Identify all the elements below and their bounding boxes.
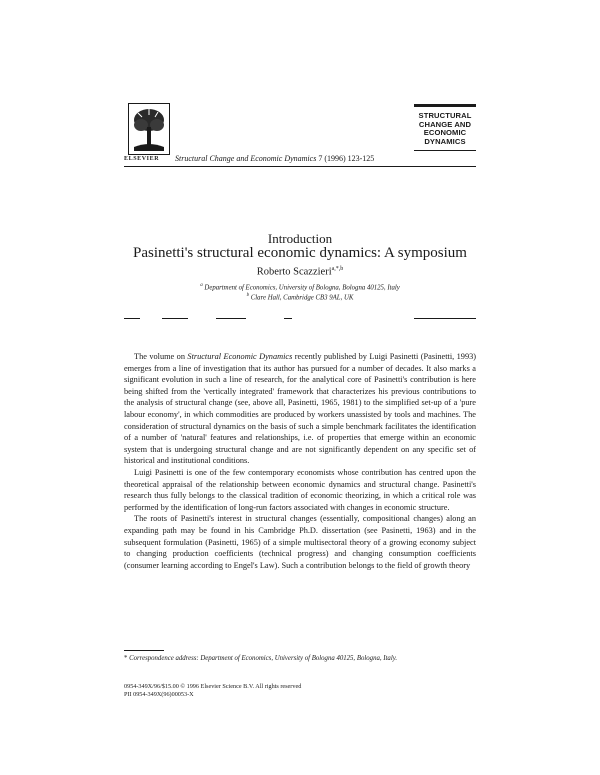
header-rule — [124, 166, 476, 167]
article-title: Pasinetti's structural economic dynamics: A symposium — [133, 245, 467, 261]
separator-rule-1 — [124, 318, 140, 319]
journal-box-line-2: CHANGE AND — [418, 119, 472, 129]
paragraph-2: Luigi Pasinetti is one of the few contemporary economists whose contribution has centred upon the theoretical appraisal of the relationship between economic dynamics and structural change. Pasinetti's research thus fully belongs to the classical tradition of economic theorizing, in which a critical role was performed by the identification of long-run factors associated with changes in economic structure. — [124, 467, 476, 512]
paragraph-1 — [124, 351, 476, 467]
pii-line: PII 0954-349X(96)00053-X — [124, 691, 194, 699]
article-body — [124, 351, 476, 571]
separator-rule-5 — [414, 318, 476, 319]
p1-book-title: Structural Economic Dynamics — [187, 352, 293, 361]
journal-citation — [175, 154, 435, 163]
journal-box-top-rule — [414, 104, 476, 107]
footnote-mark: * — [124, 655, 128, 662]
article-author — [124, 266, 476, 278]
article-kicker: Introduction — [267, 231, 333, 246]
journal-box-line-3: ECONOMIC — [423, 128, 467, 138]
footnote-rule — [124, 650, 164, 651]
author-name: Roberto Scazzieri — [256, 266, 332, 278]
copyright-block — [124, 683, 476, 700]
author-marks: a,*,b — [331, 266, 344, 272]
paragraph-3: The roots of Pasinetti's interest in structural changes (essentially, compositional changes) along an expanding path may be found in his Cambridge Ph.D. dissertation (see Pasinetti, 1963) and in the subsequent formulation (Pasinetti, 1965) of a simple multisectoral theory of a growing economy subject to changing production coefficients (technical progress) and changing consumption coefficients (consumer learning according to Engel's Law). Such a contribution belongs to the field of growth theory — [124, 514, 476, 570]
journal-title-box — [414, 104, 476, 151]
p1-rest: recently published by Luigi Pasinetti (Pasinetti, 1993) emerges from a line of investigation that its author has pursued for a number of decades. It also marks a significant evolution in such a line of research, for the analytical core of Pasinetti's contribution is here being shifted from the 'vertically integrated' framework that characterizes his previous contributions to the analysis of structural change (see, above all, Pasinetti, 1965, 1981) to the simplified set-up of a 'pure labour economy', in which commodities are produced by workers unassisted by tools and machines. The consideration of structural dynamics on the basis of such a simple benchmark facilitates the identification of a number of 'natural' features and relationships, i.e. of properties that emerge within an economic system that is undergoing structural change and are not significantly dependent on any specific set of historical and institutional conditions. — [124, 352, 477, 466]
journal-issue: 7 (1996) 123-125 — [318, 154, 375, 163]
separator-rule-4 — [284, 318, 292, 319]
footnote — [124, 655, 476, 662]
affiliation-a-text: Department of Economics, University of Bologna, Bologna 40125, Italy — [204, 284, 400, 292]
affiliation-b-mark: b — [246, 293, 250, 298]
affiliation-a — [124, 283, 476, 291]
p1-lead: The volume on — [134, 352, 188, 361]
tree-logo-icon — [128, 103, 170, 155]
elsevier-tree-logo — [128, 103, 170, 155]
journal-box-bottom-rule — [414, 150, 476, 151]
journal-name: Structural Change and Economic Dynamics — [175, 154, 317, 163]
publisher-name: ELSEVIER — [124, 156, 160, 162]
affiliation-a-mark: a — [200, 283, 203, 288]
copyright-line: 0954-349X/96/$15.00 © 1996 Elsevier Science B.V. All rights reserved — [124, 683, 302, 690]
footnote-text: Correspondence address: Department of Economics, University of Bologna 40125, Bologna, Italy. — [129, 655, 398, 662]
affiliation-b — [124, 293, 476, 301]
journal-box-line-1: STRUCTURAL — [418, 111, 472, 120]
separator-rule-2 — [162, 318, 188, 319]
separator-rule-3 — [216, 318, 246, 319]
affiliation-b-text: Clare Hall, Cambridge CB3 9AL, UK — [250, 294, 354, 302]
journal-box-line-4: DYNAMICS — [424, 136, 466, 146]
